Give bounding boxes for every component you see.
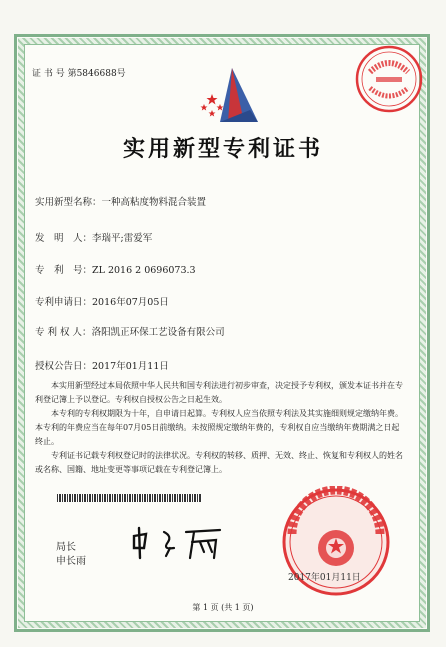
agency-seal: [354, 44, 424, 114]
patent-number-row: [35, 262, 196, 276]
director-title: 局长: [56, 542, 76, 553]
inventor-label: 发 明 人：: [35, 233, 93, 244]
filing-date-label: 专利申请日：: [35, 297, 93, 308]
filing-date-value: 2016年07月05日: [92, 297, 169, 308]
certificate-number: 证 书 号 第5846688号: [32, 69, 126, 79]
model-name-label: 实用新型名称：: [35, 197, 102, 208]
page-footer: 第 1 页 (共 1 页): [192, 603, 254, 612]
patent-number-value: ZL 2016 2 0696073.3: [92, 265, 196, 276]
filing-date-row: [35, 294, 169, 308]
grant-date-label: 授权公告日：: [35, 361, 93, 372]
barcode: [57, 494, 202, 502]
inventor-row: [35, 230, 152, 244]
grant-date-row: [35, 358, 169, 372]
patentee-value: 洛阳凯正环保工艺设备有限公司: [91, 327, 225, 338]
director-name: 申长雨: [56, 556, 86, 567]
issue-date: 2017年01月11日: [288, 573, 361, 583]
patentee-label: 专 利 权 人：: [35, 327, 92, 338]
inventor-value: 李瑞平;雷爱军: [92, 233, 153, 244]
paragraph-legal-status: 专利证书记载专利权登记时的法律状况。专利权的转移、质押、无效、终止、恢复和专利权人的姓名或名称、国籍、地址变更等事项记载在专利登记簿上。: [35, 451, 403, 474]
model-name-row: [35, 194, 206, 208]
grant-date-value: 2017年01月11日: [92, 361, 169, 372]
director-signature: [128, 518, 228, 564]
paragraph-term: 本专利的专利权期限为十年，自申请日起算。专利权人应当依照专利法及其实施细则规定缴纳年费。本专利的年费应当在每年07月05日前缴纳。未按照规定缴纳年费的，专利权自应当缴纳年费期满之日起终止。: [35, 409, 403, 446]
paragraph-grant: 本实用新型经过本局依照中华人民共和国专利法进行初步审查，决定授予专利权，颁发本证书并在专利登记簿上予以登记。专利权自授权公告之日起生效。: [35, 381, 403, 404]
model-name-value: 一种高粘度物料混合装置: [101, 197, 207, 208]
patentee-row: [35, 324, 225, 338]
patent-number-label: 专 利 号：: [35, 265, 93, 276]
certificate-title: 实用新型专利证书: [122, 136, 323, 162]
patent-office-logo: [198, 66, 264, 126]
